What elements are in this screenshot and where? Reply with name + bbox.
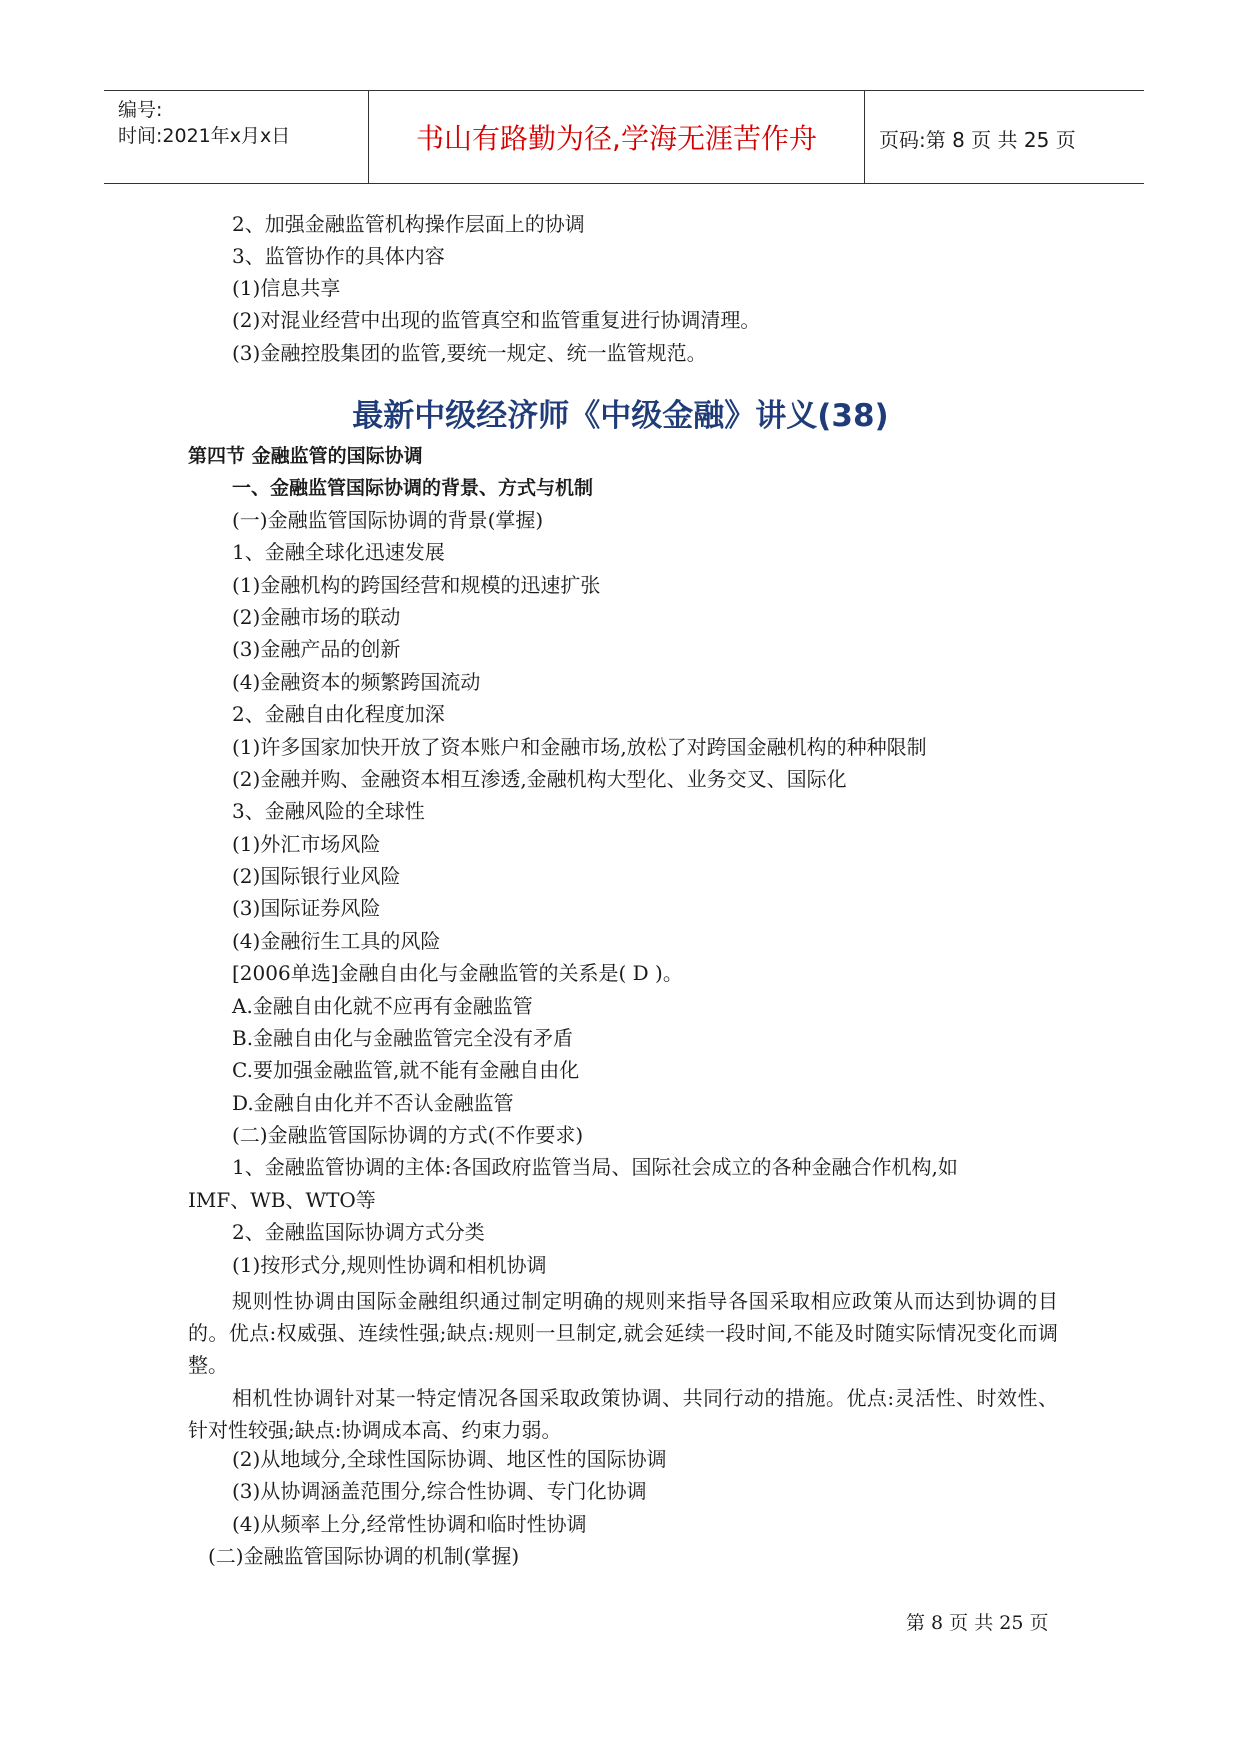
header-meta-cell [104,91,369,183]
body-line: 2、金融监国际协调方式分类 [232,1220,485,1244]
body-line: (3)金融控股集团的监管,要统一规定、统一监管规范。 [232,341,707,365]
body-line: 2、金融自由化程度加深 [232,702,445,726]
body-line: (4)金融资本的频繁跨国流动 [232,670,481,694]
document-time-label: 时间:2021年x月x日 [118,125,291,147]
option-c: C.要加强金融监管,就不能有金融自由化 [232,1058,580,1082]
paragraph-discretionary-coordination: 相机性协调针对某一特定情况各国采取政策协调、共同行动的措施。优点:灵活性、时效性、针对性较强;缺点:协调成本高、约束力弱。 [188,1386,1058,1442]
header-page-info: 页码:第 8 页 共 25 页 [879,128,1076,152]
page-footer: 第 8 页 共 25 页 [906,1612,1049,1634]
page-header [104,90,1144,184]
body-line: (一)金融监管国际协调的背景(掌握) [232,508,544,532]
body-line: (二)金融监管国际协调的方式(不作要求) [232,1123,584,1147]
option-a: A.金融自由化就不应再有金融监管 [232,994,533,1018]
header-page-cell [865,91,1144,183]
body-line: 2、加强金融监管机构操作层面上的协调 [232,212,585,236]
body-line: (1)按形式分,规则性协调和相机协调 [232,1253,547,1277]
header-motto-cell [369,91,865,183]
body-line: (4)金融衍生工具的风险 [232,929,441,953]
body-line: (2)对混业经营中出现的监管真空和监管重复进行协调清理。 [232,308,761,332]
question-stem: [2006单选]金融自由化与金融监管的关系是( D )。 [232,961,683,985]
body-line: (1)许多国家加快开放了资本账户和金融市场,放松了对跨国金融机构的种种限制 [232,735,927,759]
body-line: IMF、WB、WTO等 [188,1188,376,1212]
body-line: (1)外汇市场风险 [232,832,381,856]
subsection-heading: 一、金融监管国际协调的背景、方式与机制 [232,477,594,499]
body-line: (2)国际银行业风险 [232,864,401,888]
motto-text: 书山有路勤为径,学海无涯苦作舟 [416,122,817,155]
option-d: D.金融自由化并不否认金融监管 [232,1091,514,1115]
body-line: (4)从频率上分,经常性协调和临时性协调 [232,1512,587,1536]
body-line: (3)金融产品的创新 [232,637,401,661]
body-line: (1)金融机构的跨国经营和规模的迅速扩张 [232,573,601,597]
body-line: 1、金融监管协调的主体:各国政府监管当局、国际社会成立的各种金融合作机构,如 [232,1155,958,1179]
body-line: (1)信息共享 [232,276,341,300]
body-line: (3)国际证券风险 [232,896,381,920]
paragraph-rule-coordination: 规则性协调由国际金融组织通过制定明确的规则来指导各国采取相应政策从而达到协调的目的。优点:权威强、连续性强;缺点:规则一旦制定,就会延续一段时间,不能及时随实际情况变化而调整。 [188,1289,1058,1377]
body-line: (2)从地域分,全球性国际协调、地区性的国际协调 [232,1447,667,1471]
body-line: (2)金融并购、金融资本相互渗透,金融机构大型化、业务交叉、国际化 [232,767,847,791]
body-line: (3)从协调涵盖范围分,综合性协调、专门化协调 [232,1479,647,1503]
body-line: 3、监管协作的具体内容 [232,244,445,268]
document-number-label: 编号: [118,99,163,121]
body-line: (2)金融市场的联动 [232,605,401,629]
article-title: 最新中级经济师《中级金融》讲义(38) [352,398,889,434]
body-line: 3、金融风险的全球性 [232,799,425,823]
section-heading: 第四节 金融监管的国际协调 [188,445,423,467]
option-b: B.金融自由化与金融监管完全没有矛盾 [232,1026,574,1050]
body-line: 1、金融全球化迅速发展 [232,540,445,564]
body-line: (二)金融监管国际协调的机制(掌握) [208,1544,520,1568]
